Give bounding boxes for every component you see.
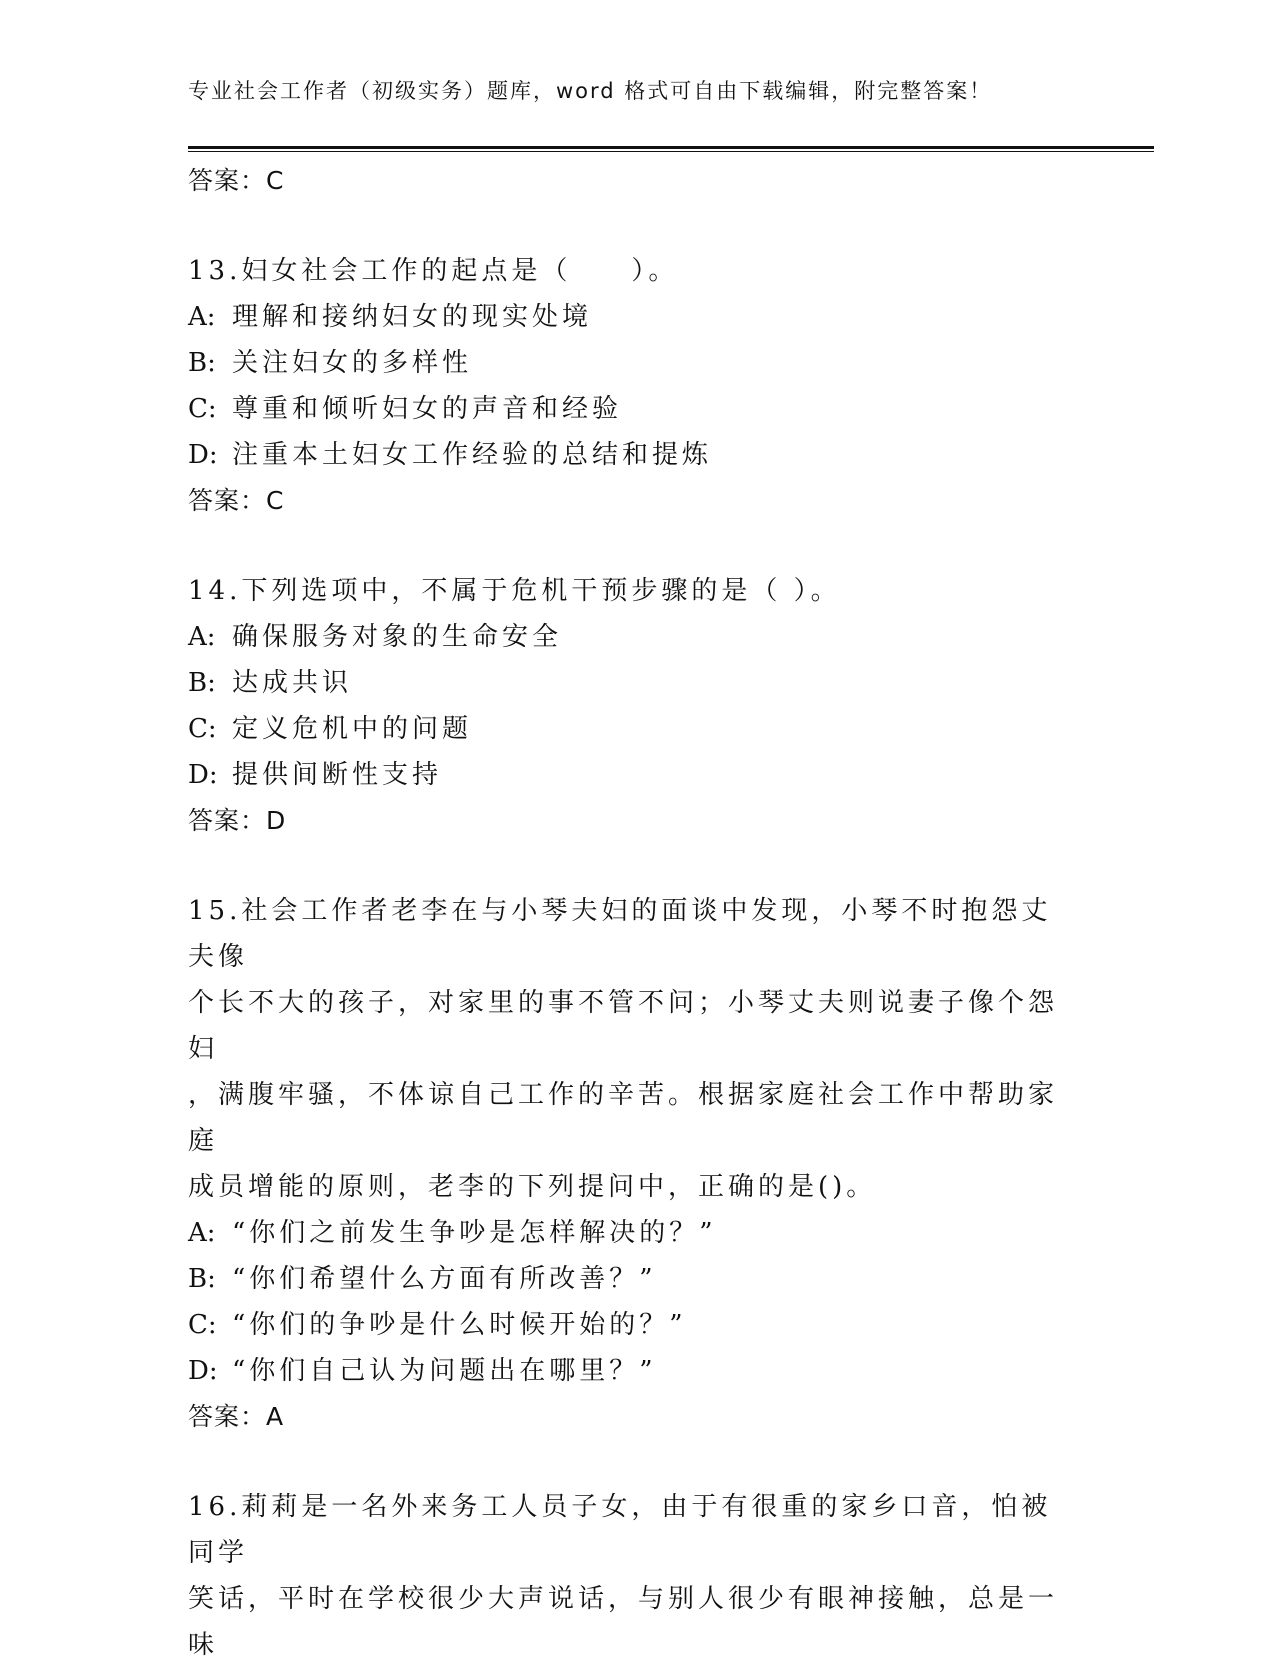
- option-letter: D:: [188, 760, 218, 790]
- option-a: [188, 614, 1088, 660]
- option-letter: B:: [188, 1264, 216, 1294]
- option-d: [188, 1348, 1088, 1394]
- option-text: “你们的争吵是什么时候开始的？”: [232, 1310, 687, 1340]
- option-text: 理解和接纳妇女的现实处境: [232, 302, 593, 332]
- option-text: 提供间断性支持: [232, 760, 443, 790]
- question-stem-line: 成员增能的原则，老李的下列提问中，正确的是()。: [188, 1172, 877, 1202]
- answer-15: 答案：A: [188, 1402, 285, 1431]
- option-text: 关注妇女的多样性: [232, 348, 473, 378]
- question-stem-line: ，满腹牢骚，不体谅自己工作的辛苦。根据家庭社会工作中帮助家庭: [188, 1080, 1059, 1156]
- question-14: [188, 568, 1088, 844]
- page-header: 专业社会工作者（初级实务）题库，word 格式可自由下载编辑，附完整答案！: [188, 79, 993, 103]
- option-text: 注重本土妇女工作经验的总结和提炼: [232, 440, 713, 470]
- option-d: [188, 752, 1088, 798]
- question-13: [188, 248, 1088, 524]
- option-c: [188, 386, 1088, 432]
- option-text: “你们自己认为问题出在哪里？”: [232, 1356, 657, 1386]
- document-body: [188, 158, 1088, 1668]
- header-rule: [188, 146, 1154, 149]
- option-letter: C:: [188, 1310, 217, 1340]
- option-letter: C:: [188, 394, 217, 424]
- option-text: 定义危机中的问题: [232, 714, 473, 744]
- option-letter: C:: [188, 714, 217, 744]
- option-letter: A:: [188, 622, 216, 652]
- question-stem-line: 个长不大的孩子，对家里的事不管不问；小琴丈夫则说妻子像个怨妇: [188, 988, 1059, 1064]
- spacer: [188, 204, 1088, 248]
- answer-13: 答案：C: [188, 486, 285, 515]
- question-stem: 13.妇女社会工作的起点是（ ）。: [188, 256, 679, 286]
- answer-12: 答案：C: [188, 166, 285, 195]
- option-text: 达成共识: [232, 668, 353, 698]
- option-letter: D:: [188, 440, 218, 470]
- option-text: “你们希望什么方面有所改善？”: [232, 1264, 657, 1294]
- option-letter: D:: [188, 1356, 218, 1386]
- question-stem-line: 16.莉莉是一名外来务工人员子女，由于有很重的家乡口音，怕被同学: [188, 1492, 1052, 1568]
- header-rule-thin: [188, 151, 1154, 152]
- option-c: [188, 1302, 1088, 1348]
- option-letter: A:: [188, 302, 216, 332]
- option-b: [188, 660, 1088, 706]
- option-a: [188, 1210, 1088, 1256]
- option-c: [188, 706, 1088, 752]
- answer-14: 答案：D: [188, 806, 287, 835]
- option-letter: A:: [188, 1218, 216, 1248]
- option-text: “你们之前发生争吵是怎样解决的？”: [232, 1218, 717, 1248]
- option-b: [188, 1256, 1088, 1302]
- question-stem-line: 笑话，平时在学校很少大声说话，与别人很少有眼神接触，总是一味: [188, 1584, 1059, 1660]
- option-letter: B:: [188, 668, 216, 698]
- option-a: [188, 294, 1088, 340]
- spacer: [188, 844, 1088, 888]
- question-16: [188, 1484, 1088, 1668]
- option-d: [188, 432, 1088, 478]
- option-letter: B:: [188, 348, 216, 378]
- option-text: 确保服务对象的生命安全: [232, 622, 563, 652]
- question-stem: 14.下列选项中，不属于危机干预步骤的是（ ）。: [188, 576, 841, 606]
- question-15: [188, 888, 1088, 1440]
- spacer: [188, 1440, 1088, 1484]
- spacer: [188, 524, 1088, 568]
- option-b: [188, 340, 1088, 386]
- option-text: 尊重和倾听妇女的声音和经验: [232, 394, 623, 424]
- question-stem-line: 15.社会工作者老李在与小琴夫妇的面谈中发现，小琴不时抱怨丈夫像: [188, 896, 1052, 972]
